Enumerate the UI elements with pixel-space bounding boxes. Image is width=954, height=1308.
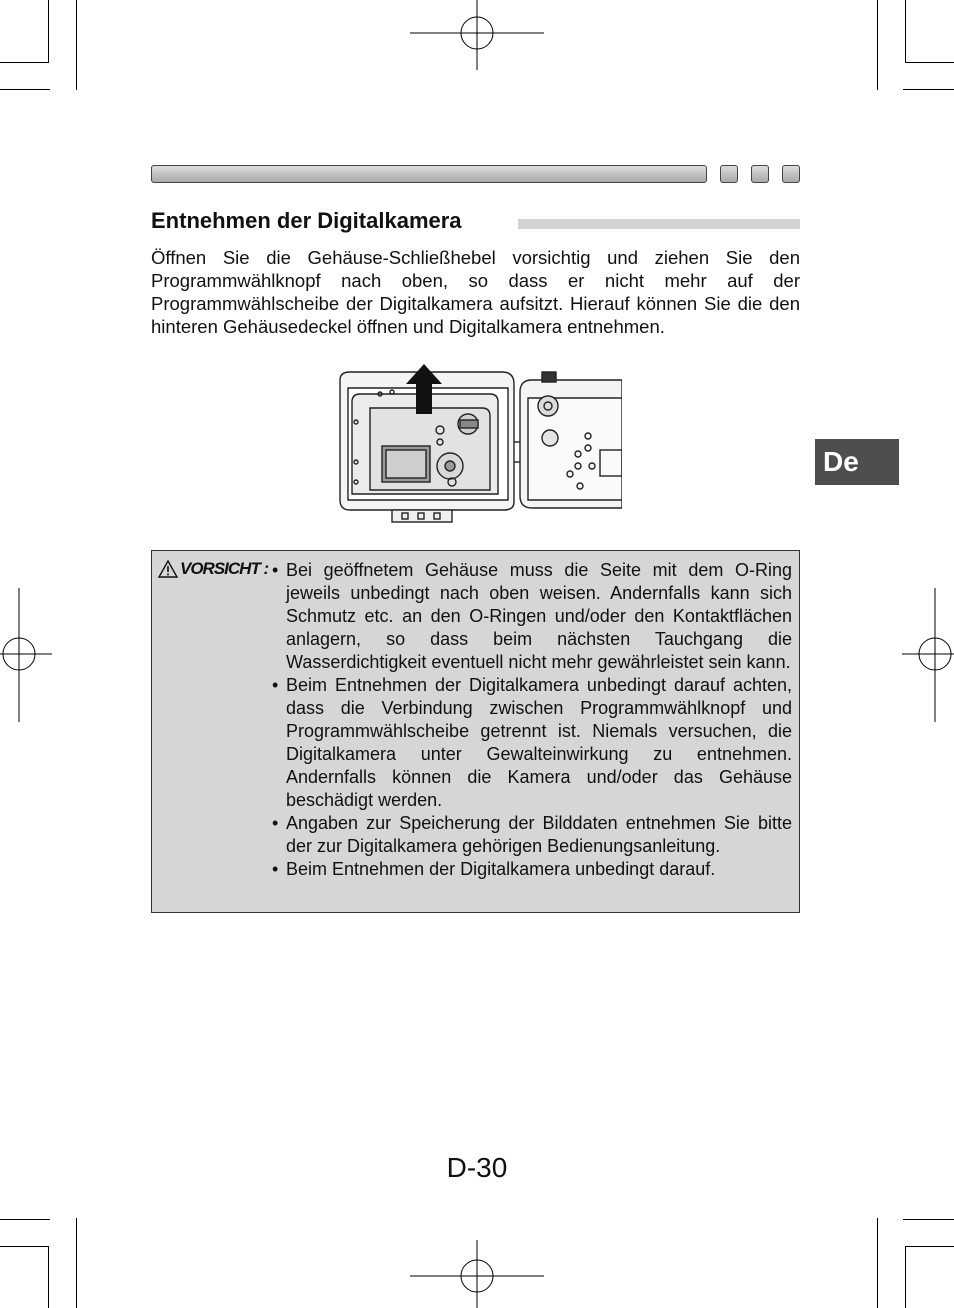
camera-housing-illustration [332,362,622,527]
header-square [751,165,769,183]
caution-label-text: VORSICHT : [180,559,269,578]
page-number: D-30 [446,1152,508,1183]
caution-list [272,559,792,881]
bullet: • [272,675,279,695]
caution-item: • Bei geöffnetem Gehäuse muss die Seite mit dem O-Ring jeweils unbedingt nach oben weisen. Andernfalls kann sich Schmutz etc. an den O-Ringen und/oder den Kontaktflächen anlagern, so dass beim nächsten Tauchgang die Wasserdichtigkeit eventuell nicht mehr gewährleistet sein kann. [272,560,792,672]
bullet: • [272,560,279,580]
bullet: • [272,859,279,879]
header-bar [151,165,707,183]
registration-mark-left [0,588,52,722]
header-square [782,165,800,183]
title-rule [518,219,800,229]
warning-triangle-icon [158,560,178,578]
caution-item: • Beim Entnehmen der Digitalkamera unbedingt darauf achten, dass die Verbindung zwischen Programmwählknopf und Programmwählscheibe getrennt ist. Niemals versuchen, die Digitalkamera unter Gewalteinwirkung zu entnehmen. Andernfalls können die Kamera und/oder das Gehäuse beschädigt werden. [272,675,792,810]
caution-item: • Beim Entnehmen der Digitalkamera unbedingt darauf. [272,859,716,879]
caution-label [158,559,268,579]
caution-box [151,550,800,913]
caution-item: • Angaben zur Speicherung der Bilddaten entnehmen Sie bitte der zur Digitalkamera gehörigen Bedienungsanleitung. [272,813,792,856]
language-tab: De [815,439,899,485]
body-paragraph: Öffnen Sie die Gehäuse-Schließhebel vorsichtig und ziehen Sie den Programmwählknopf nach oben, so dass er nicht mehr auf der Programmwählscheibe der Digitalkamera aufsitzt. Hierauf können Sie die den hinteren Gehäusedeckel öffnen und Digitalkamera entnehmen. [151,247,800,337]
section-title: Entnehmen der Digitalkamera [151,208,462,233]
registration-mark-bottom [410,1240,544,1308]
registration-mark-top [410,0,544,70]
bullet: • [272,813,279,833]
header-square [720,165,738,183]
registration-mark-right [902,588,954,722]
